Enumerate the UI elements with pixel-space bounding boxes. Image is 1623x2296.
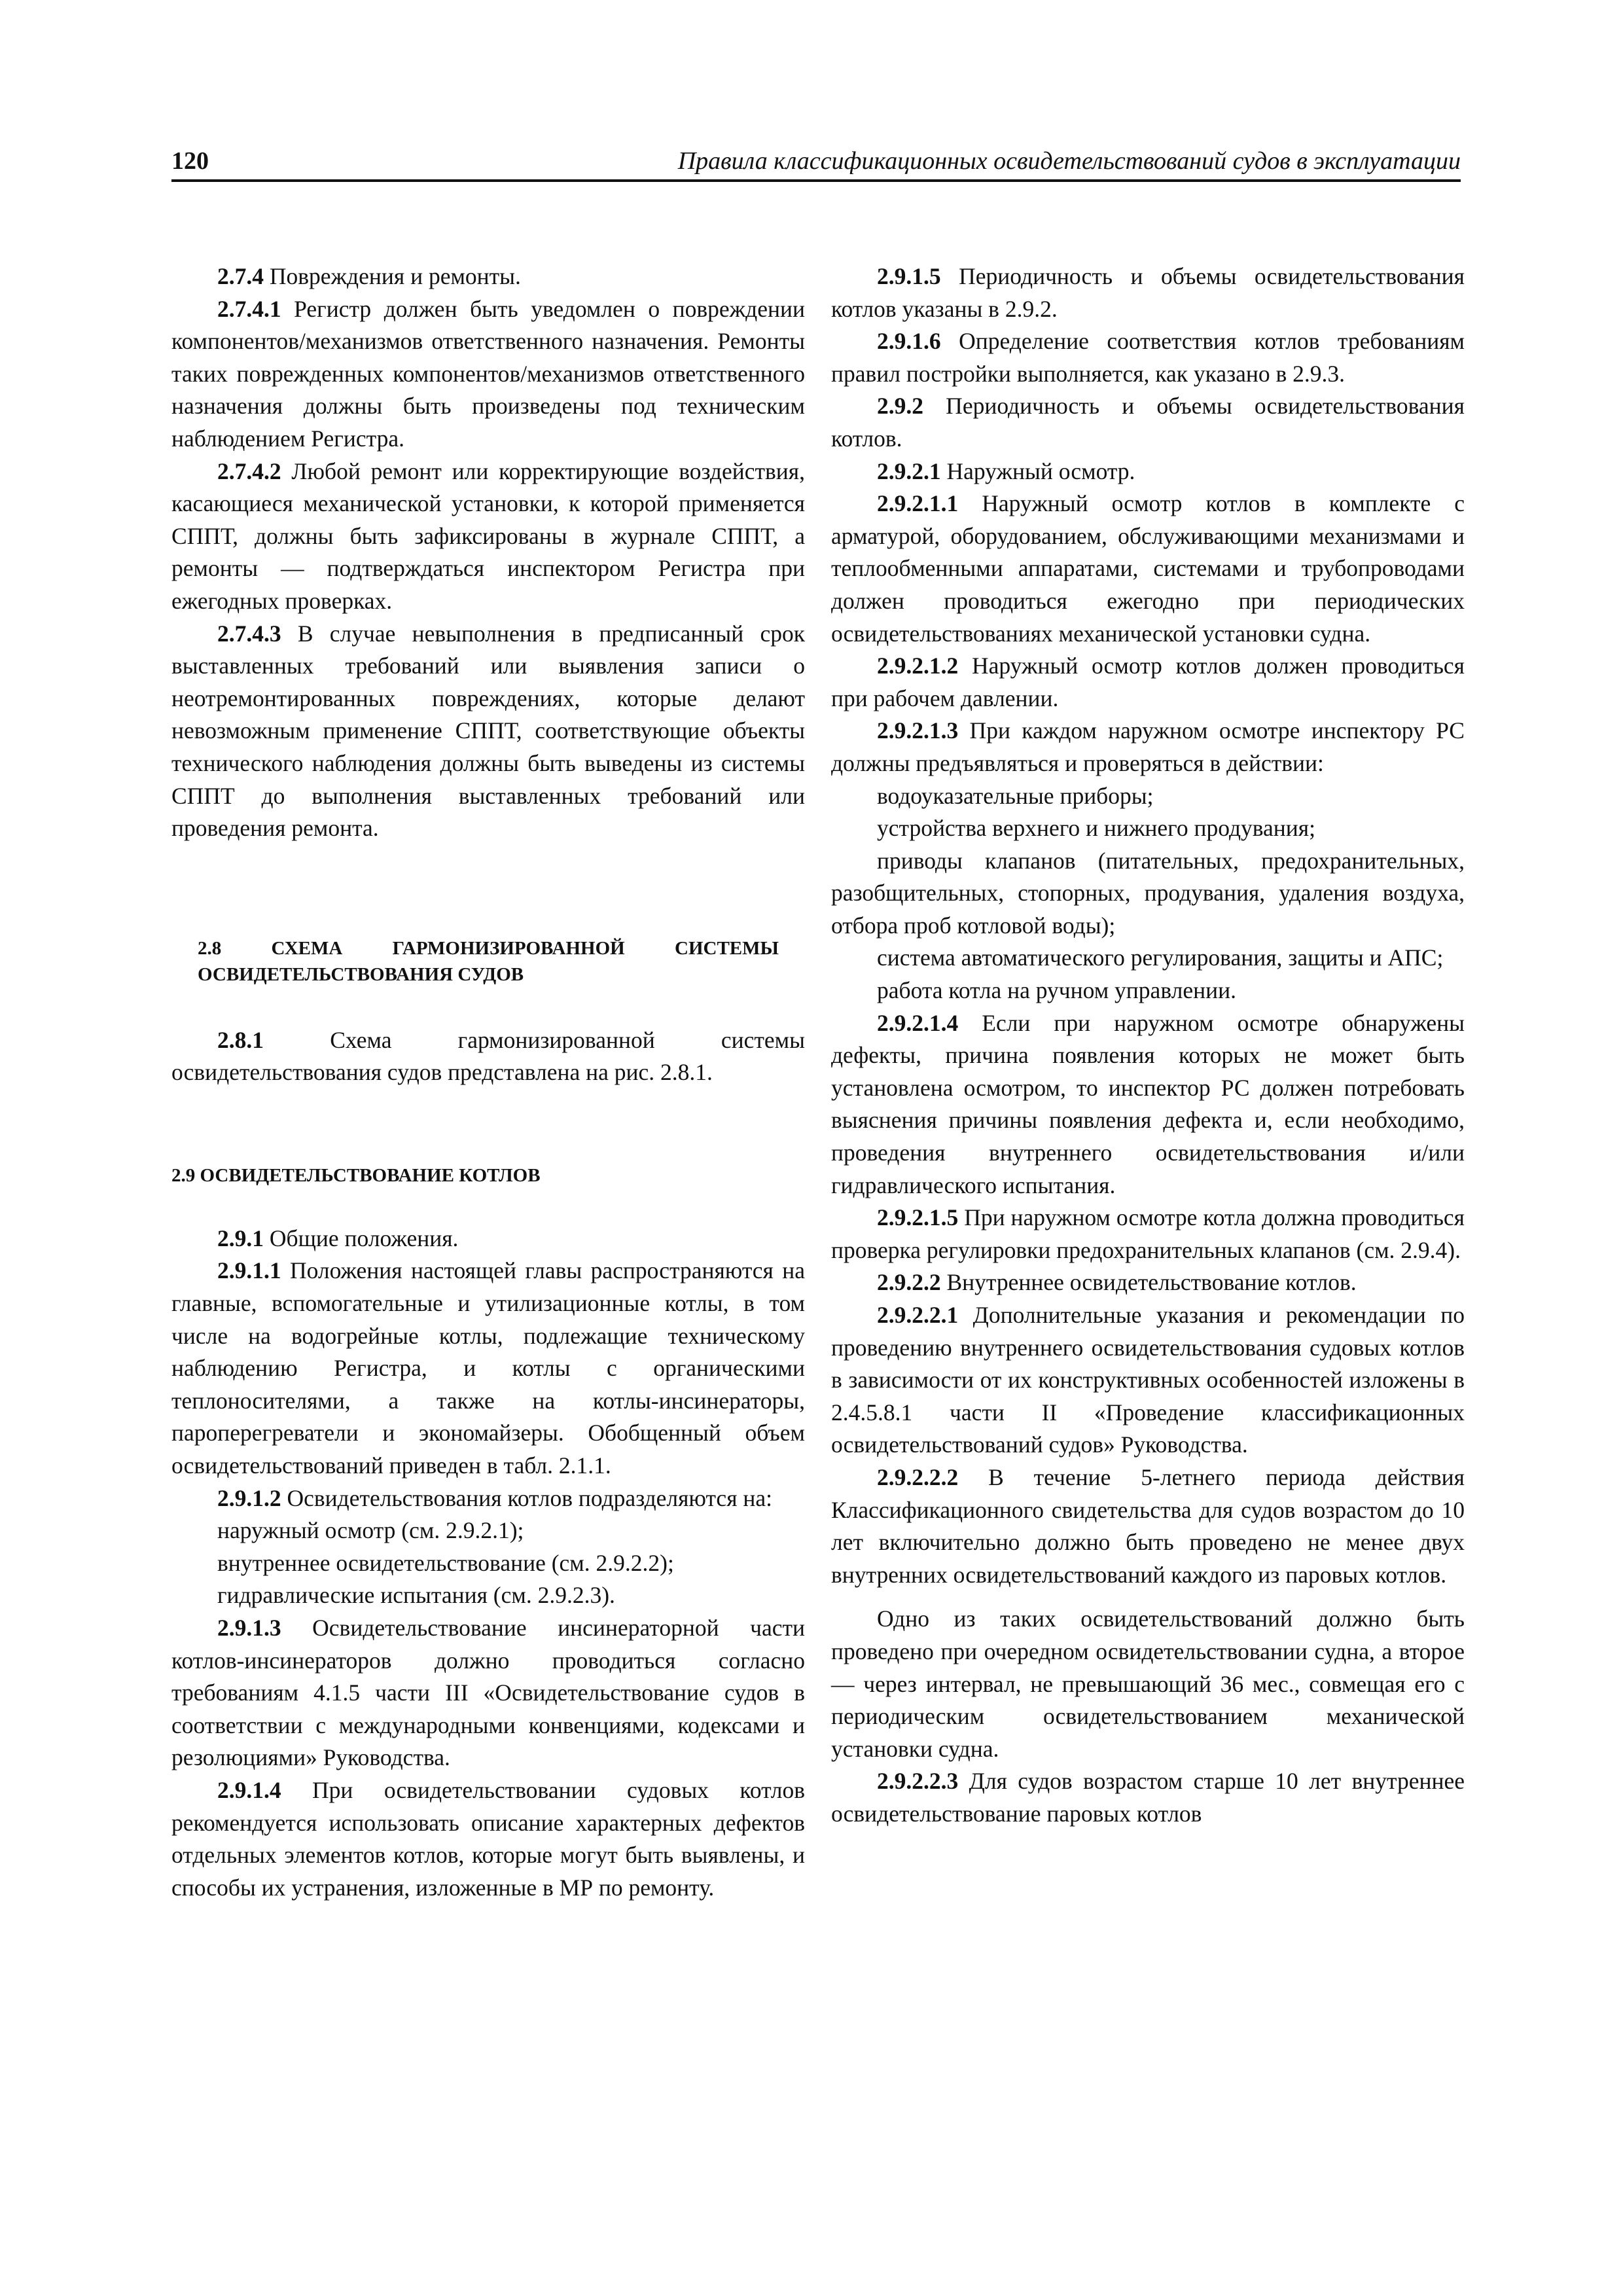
paragraph <box>171 260 805 293</box>
clause-text: Наружный осмотр котлов должен проводиться при рабочем давлении. <box>831 653 1465 711</box>
list-item: система автоматического регулирования, защиты и АПС; <box>877 944 1444 971</box>
clause-number: 2.7.4.3 <box>217 620 281 647</box>
paragraph <box>171 618 805 845</box>
clause-text: Дополнительные указания и рекомендации по проведению внутреннего освидетельствования судовых котлов в зависимости от их конструктивных особенностей изложены в 2.4.5.8.1 части II «Проведение классификационных освидетельствований судов» Руководства. <box>831 1302 1465 1458</box>
paragraph <box>831 650 1465 715</box>
clause-text: В течение 5-летнего периода действия Классификационного свидетельства для судов возрастом до 10 лет включительно должно быть проведено не менее двух внутренних освидетельствований каждого из паровых котлов. <box>831 1463 1465 1588</box>
page-number: 120 <box>171 147 209 175</box>
section-heading-2-9: 2.9 ОСВИДЕТЕЛЬСТВОВАНИЕ КОТЛОВ <box>171 1164 541 1186</box>
list-item: водоуказательные приборы; <box>877 782 1154 809</box>
paragraph <box>831 488 1465 650</box>
clause-number: 2.9.2.1.2 <box>877 653 959 679</box>
right-column <box>831 260 1465 1831</box>
clause-text: Регистр должен быть уведомлен о повреждении компонентов/механизмов ответственного назначения. Ремонты таких поврежденных компонентов/механизмов ответственного назначения должны быть произведены под техническим наблюдением Регистра. <box>171 295 805 452</box>
clause-text: Повреждения и ремонты. <box>264 263 521 289</box>
clause-text: Освидетельствования котлов подразделяются на: <box>281 1484 773 1511</box>
list-item: устройства верхнего и нижнего продувания; <box>877 815 1315 842</box>
clause-text: Освидетельствование инсинераторной части котлов-инсинераторов должно проводиться согласно требованиям 4.1.5 части III «Освидетельствование судов в соответствии с международными конвенциями, кодексами и резолюциями» Руководства. <box>171 1615 805 1771</box>
clause-text: Любой ремонт или корректирующие воздействия, касающиеся механической установки, к которой применяется СППТ, должны быть зафиксированы в журнале СППТ, а ремонты — подтверждаться инспектором Регистра при ежегодных проверках. <box>171 457 805 614</box>
paragraph <box>831 260 1465 325</box>
paragraph <box>171 293 805 456</box>
paragraph <box>171 1223 805 1255</box>
clause-text: Для судов возрастом старше 10 лет внутреннее освидетельствование паровых котлов <box>831 1768 1465 1827</box>
paragraph <box>831 1765 1465 1830</box>
paragraph <box>171 1255 805 1482</box>
clause-number: 2.9.2.1.1 <box>877 490 959 517</box>
clause-number: 2.9.1.5 <box>877 263 941 289</box>
clause-number: 2.9.2.2 <box>877 1269 941 1296</box>
clause-text: Наружный осмотр. <box>940 457 1135 484</box>
clause-text: Периодичность и объемы освидетельствования котлов. <box>831 393 1465 452</box>
clause-text: Общие положения. <box>264 1225 459 1251</box>
clause-number: 2.9.1.3 <box>217 1615 281 1641</box>
running-title: Правила классификационных освидетельствований судов в эксплуатации <box>677 147 1461 175</box>
clause-text: Положения настоящей главы распространяются на главные, вспомогательные и утилизационные котлы, в том числе на водогрейные котлы, подлежащие техническому наблюдению Регистра, и котлы с органическими теплоносителями, а также на котлы-инсинераторы, пароперегреватели и экономайзеры. Обобщенный объем освидетельствований приведен в табл. 2.1.1. <box>171 1257 805 1479</box>
clause-text: При каждом наружном осмотре инспектору РС должны предъявляться и проверяться в действии: <box>831 717 1465 776</box>
section-heading-2-8: 2.8 СХЕМА ГАРМОНИЗИРОВАННОЙ СИСТЕМЫ ОСВИДЕТЕЛЬСТВОВАНИЯ СУДОВ <box>198 937 779 985</box>
clause-number: 2.8.1 <box>217 1026 264 1053</box>
clause-text: При наружном осмотре котла должна проводиться проверка регулировки предохранительных клапанов (см. 2.9.4). <box>831 1204 1465 1263</box>
clause-number: 2.7.4.2 <box>217 457 281 484</box>
paragraph <box>831 715 1465 780</box>
list-item: работа котла на ручном управлении. <box>877 977 1236 1004</box>
paragraph <box>831 456 1465 488</box>
clause-number: 2.9.1 <box>217 1225 264 1251</box>
paragraph <box>831 1462 1465 1591</box>
clause-text: Схема гармонизированной системы освидетельствования судов представлена на рис. 2.8.1. <box>171 1026 805 1086</box>
paragraph <box>831 1202 1465 1266</box>
list-item: внутреннее освидетельствование (см. 2.9.2.2); <box>217 1549 674 1576</box>
list-item: гидравлические испытания (см. 2.9.2.3). <box>217 1582 615 1609</box>
clause-number: 2.9.2.1.4 <box>877 1009 959 1036</box>
clause-text: При освидетельствовании судовых котлов рекомендуется использовать описание характерных дефектов отдельных элементов котлов, которые могут быть выявлены, и способы их устранения, изложенные в МР по ремонту. <box>171 1776 805 1901</box>
paragraph <box>831 1299 1465 1462</box>
clause-number: 2.7.4.1 <box>217 295 281 322</box>
clause-text: Периодичность и объемы освидетельствования котлов указаны в 2.9.2. <box>831 263 1465 322</box>
paragraph <box>831 390 1465 455</box>
clause-number: 2.9.2.1 <box>877 457 941 484</box>
clause-text: Наружный осмотр котлов в комплекте с арматурой, оборудованием, обслуживающими механизмами и теплообменными аппаратами, системами и трубопроводами должен проводиться ежегодно при периодических освидетельствованиях механической установки судна. <box>831 490 1465 647</box>
clause-number: 2.9.2 <box>877 393 923 420</box>
paragraph <box>831 1266 1465 1299</box>
clause-number: 2.9.2.2.2 <box>877 1463 959 1490</box>
clause-number: 2.9.2.2.1 <box>877 1302 959 1328</box>
paragraph: Одно из таких освидетельствований должно быть проведено при очередном освидетельствовании судна, а второе — через интервал, не превышающий 36 мес., совмещая его с периодическим освидетельствованием механической установки судна. <box>831 1605 1465 1762</box>
left-column <box>171 260 805 1904</box>
clause-number: 2.9.2.2.3 <box>877 1768 959 1795</box>
paragraph <box>171 1024 805 1089</box>
paragraph <box>831 325 1465 390</box>
paragraph <box>831 1007 1465 1202</box>
clause-number: 2.9.1.1 <box>217 1257 281 1284</box>
clause-number: 2.9.1.2 <box>217 1484 281 1511</box>
paragraph <box>171 1774 805 1904</box>
clause-number: 2.7.4 <box>217 263 264 289</box>
paragraph <box>171 456 805 618</box>
paragraph <box>171 1482 805 1515</box>
paragraph <box>171 1612 805 1774</box>
clause-text: Определение соответствия котлов требованиям правил постройки выполняется, как указано в 2.9.3. <box>831 328 1465 387</box>
clause-text: Внутреннее освидетельствование котлов. <box>940 1269 1357 1296</box>
clause-number: 2.9.1.6 <box>877 328 941 355</box>
list-item: наружный осмотр (см. 2.9.2.1); <box>217 1517 524 1544</box>
clause-text: Если при наружном осмотре обнаружены дефекты, причина появления которых не может быть установлена осмотром, то инспектор РС должен потребовать выяснения причины появления дефекта и, если необходимо, проведения внутреннего освидетельствования и/или гидравлического испытания. <box>831 1009 1465 1198</box>
clause-text: В случае невыполнения в предписанный срок выставленных требований или выявления записи о неотремонтированных повреждениях, которые делают невозможным применение СППТ, соответствующие объекты технического наблюдения должны быть выведены из системы СППТ до выполнения выставленных требований или проведения ремонта. <box>171 620 805 842</box>
clause-number: 2.9.2.1.3 <box>877 717 959 744</box>
clause-number: 2.9.1.4 <box>217 1776 281 1803</box>
page-header <box>171 145 1461 182</box>
clause-number: 2.9.2.1.5 <box>877 1204 959 1231</box>
list-item: приводы клапанов (питательных, предохранительных, разобщительных, стопорных, продувания, удаления воздуха, отбора проб котловой воды); <box>831 847 1465 939</box>
